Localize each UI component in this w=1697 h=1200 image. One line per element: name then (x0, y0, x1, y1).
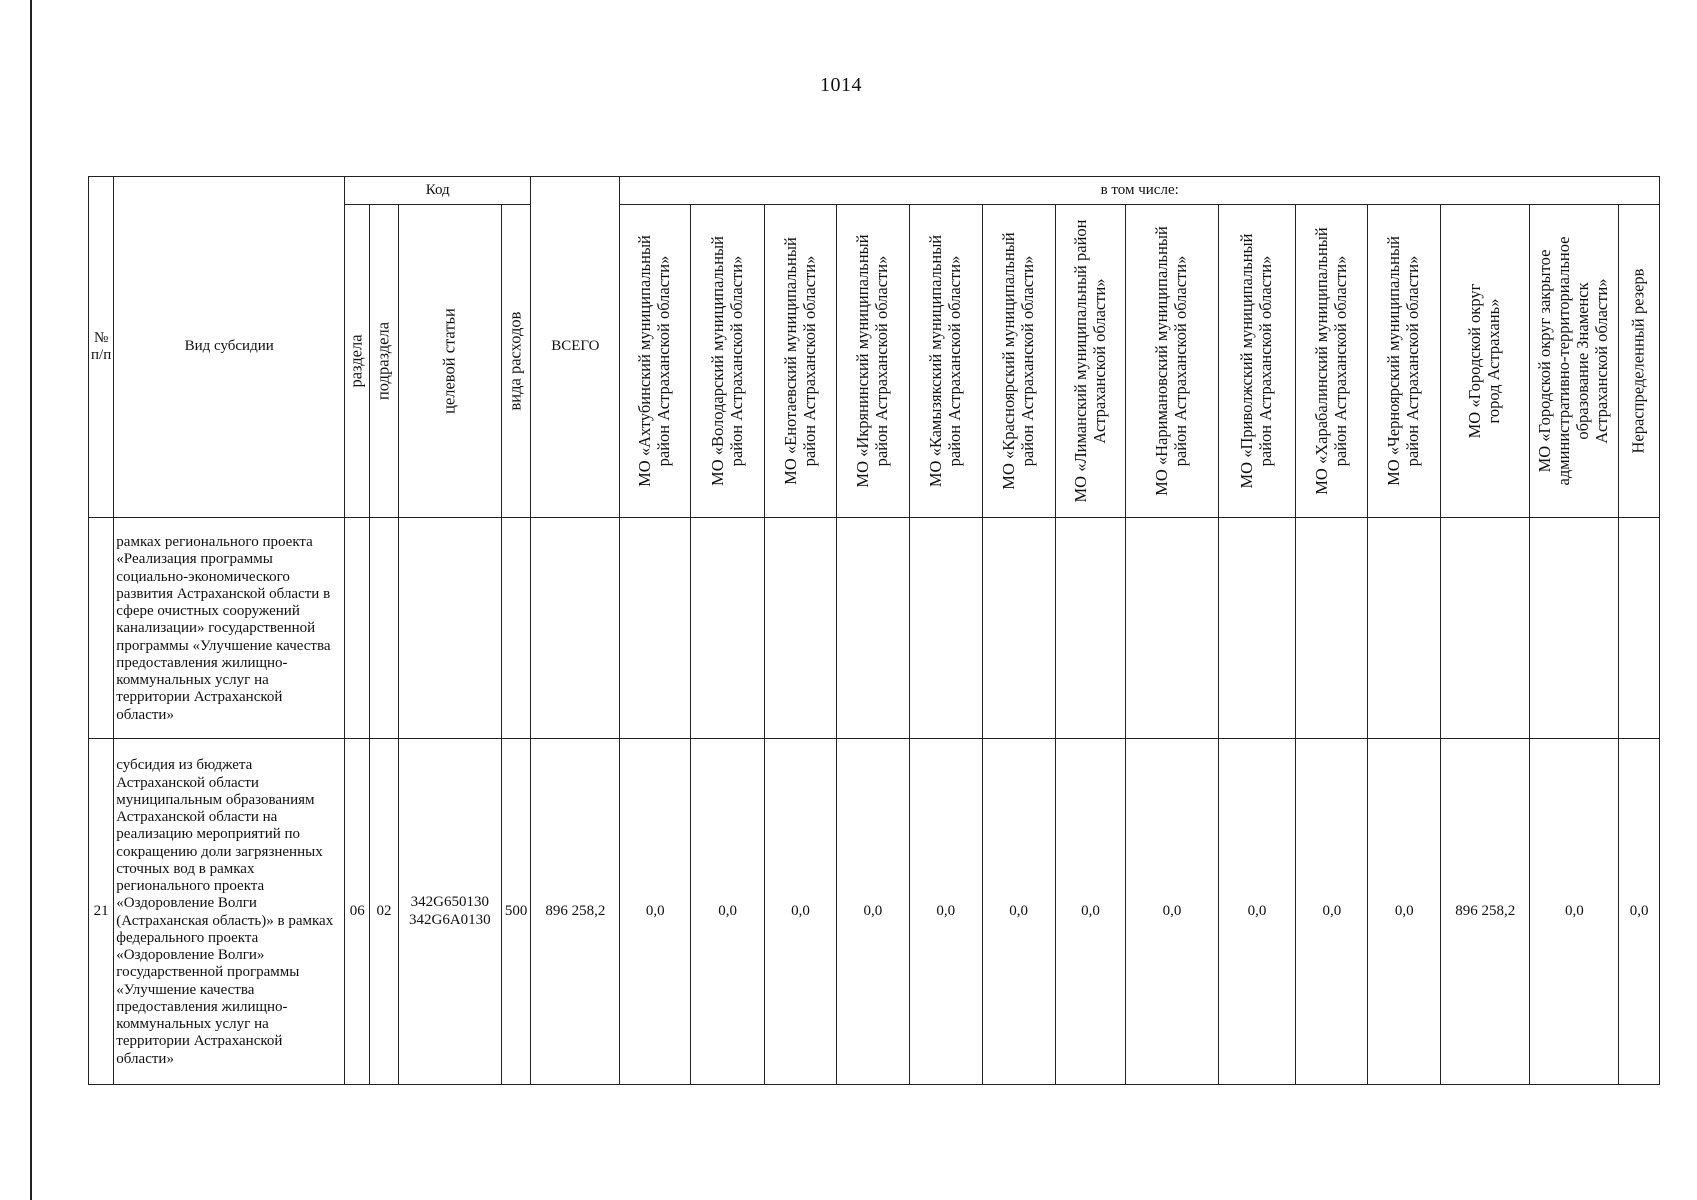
cell-mo-value: 0,0 (1619, 739, 1660, 1085)
header-mo-label: МО «Володарский муниципальный район Астраханской области» (707, 236, 746, 486)
table-row-21 (89, 739, 1660, 1085)
cell-mo-value (1055, 518, 1126, 739)
header-code-expense-type (501, 205, 530, 518)
header-mo-label: МО «Харабалинский муниципальный район Астраханской области» (1311, 227, 1350, 495)
header-mo-privolzhsky (1218, 205, 1296, 518)
header-num: № п/п (89, 177, 114, 518)
header-mo-limansky (1055, 205, 1126, 518)
header-code-section-label: раздела (346, 334, 366, 388)
header-code: Код (345, 177, 531, 205)
cell-mo-value: 0,0 (982, 739, 1055, 1085)
cell-mo-value (1530, 518, 1619, 739)
header-including: в том числе: (620, 177, 1660, 205)
cell-mo-value (620, 518, 691, 739)
header-mo-label: МО «Красноярский муниципальный район Астраханской области» (998, 232, 1037, 490)
cell-num: 21 (89, 739, 114, 1085)
cell-description: субсидия из бюджета Астраханской области муниципальным образованиям Астраханской области на реализацию мероприятий по сокращению доли загрязненных сточных вод в рамках регионального проекта «Оздоровление Волги (Астраханская область)» в рамках федерального проекта «Оздоровление Волги» государственной программы «Улучшение качества предоставления жилищно-коммунальных услуг на территории Астраханской области» (114, 739, 345, 1085)
cell-mo-value: 0,0 (765, 739, 837, 1085)
header-mo-chernoyarsky (1368, 205, 1441, 518)
header-mo-astrakhan-city (1441, 205, 1530, 518)
cell-mo-value: 0,0 (691, 739, 765, 1085)
header-subsidy-type: Вид субсидии (114, 177, 345, 518)
cell-total: 896 258,2 (531, 739, 620, 1085)
header-mo-enotaevsky (765, 205, 837, 518)
cell-mo-value: 0,0 (1530, 739, 1619, 1085)
header-code-target-article-label: целевой статьи (439, 308, 459, 414)
header-mo-volodarsky (691, 205, 765, 518)
header-total: ВСЕГО (531, 177, 620, 518)
header-reserve (1619, 205, 1660, 518)
cell-expense-type: 500 (501, 739, 530, 1085)
header-mo-label: МО «Приволжский муниципальный район Астраханской области» (1237, 233, 1276, 489)
cell-expense-type (501, 518, 530, 739)
header-mo-znamensk (1530, 205, 1619, 518)
cell-mo-value (1218, 518, 1296, 739)
header-mo-label: МО «Наримановский муниципальный район Астраханской области» (1152, 226, 1190, 496)
cell-subsection (370, 518, 398, 739)
header-mo-kharabalinsky (1296, 205, 1368, 518)
header-mo-krasnoyarsky (982, 205, 1055, 518)
header-mo-label: МО «Камызякский муниципальный район Астраханской области» (925, 234, 964, 488)
cell-mo-value (1619, 518, 1660, 739)
header-mo-kamyzyaksky (909, 205, 982, 518)
binding-line (30, 0, 32, 1200)
cell-subsection: 02 (370, 739, 398, 1085)
cell-mo-value: 896 258,2 (1441, 739, 1530, 1085)
cell-mo-value (765, 518, 837, 739)
cell-num (89, 518, 114, 739)
cell-section: 06 (345, 739, 370, 1085)
cell-mo-value: 0,0 (1368, 739, 1441, 1085)
subsidy-table (88, 176, 1660, 1085)
header-code-subsection-label: подраздела (373, 321, 393, 401)
header-mo-label: МО «Городской округ город Астрахань» (1465, 283, 1504, 439)
cell-section (345, 518, 370, 739)
header-mo-ikryaninsky (836, 205, 909, 518)
header-mo-label: МО «Икрянинский муниципальный район Астраханской области» (852, 234, 891, 488)
header-mo-label: МО «Лиманский муниципальный район Астраханской области» (1070, 219, 1109, 503)
cell-mo-value (836, 518, 909, 739)
cell-total (531, 518, 620, 739)
header-mo-label: МО «Городской округ закрытое административно-территориальное образование Знаменск Астраханской области» (1535, 236, 1612, 486)
cell-mo-value: 0,0 (1055, 739, 1126, 1085)
header-reserve-label: Нераспределенный резерв (1628, 268, 1648, 454)
header-mo-label: МО «Черноярский муниципальный район Астраханской области» (1384, 236, 1423, 486)
cell-mo-value: 0,0 (1218, 739, 1296, 1085)
page-number: 1014 (820, 74, 862, 96)
header-mo-narimanovsky (1126, 205, 1218, 518)
cell-mo-value (1296, 518, 1368, 739)
cell-mo-value: 0,0 (1126, 739, 1218, 1085)
cell-mo-value: 0,0 (909, 739, 982, 1085)
cell-mo-value (1441, 518, 1530, 739)
cell-description: рамках регионального проекта «Реализация программы социально-экономического развития Астраханской области в сфере очистных сооружений канализации» государственной программы «Улучшение качества предоставления жилищно-коммунальных услуг на территории Астраханской области» (114, 518, 345, 739)
header-mo-label: МО «Ахтубинский муниципальный район Астраханской области» (635, 235, 674, 487)
header-code-section (345, 205, 370, 518)
cell-mo-value (1368, 518, 1441, 739)
cell-target-article (398, 518, 501, 739)
cell-target-article: 342G650130 342G6A0130 (398, 739, 501, 1085)
cell-mo-value: 0,0 (836, 739, 909, 1085)
cell-mo-value (1126, 518, 1218, 739)
header-code-expense-type-label: вида расходов (505, 311, 525, 411)
cell-mo-value (691, 518, 765, 739)
cell-mo-value: 0,0 (620, 739, 691, 1085)
header-mo-label: МО «Енотаевский муниципальный район Астраханской области» (780, 237, 819, 485)
table-row-continuation (89, 518, 1660, 739)
header-mo-akhtubinsky (620, 205, 691, 518)
cell-mo-value (982, 518, 1055, 739)
header-row-top (89, 177, 1660, 205)
cell-mo-value (909, 518, 982, 739)
header-code-subsection (370, 205, 398, 518)
cell-mo-value: 0,0 (1296, 739, 1368, 1085)
header-code-target-article (398, 205, 501, 518)
